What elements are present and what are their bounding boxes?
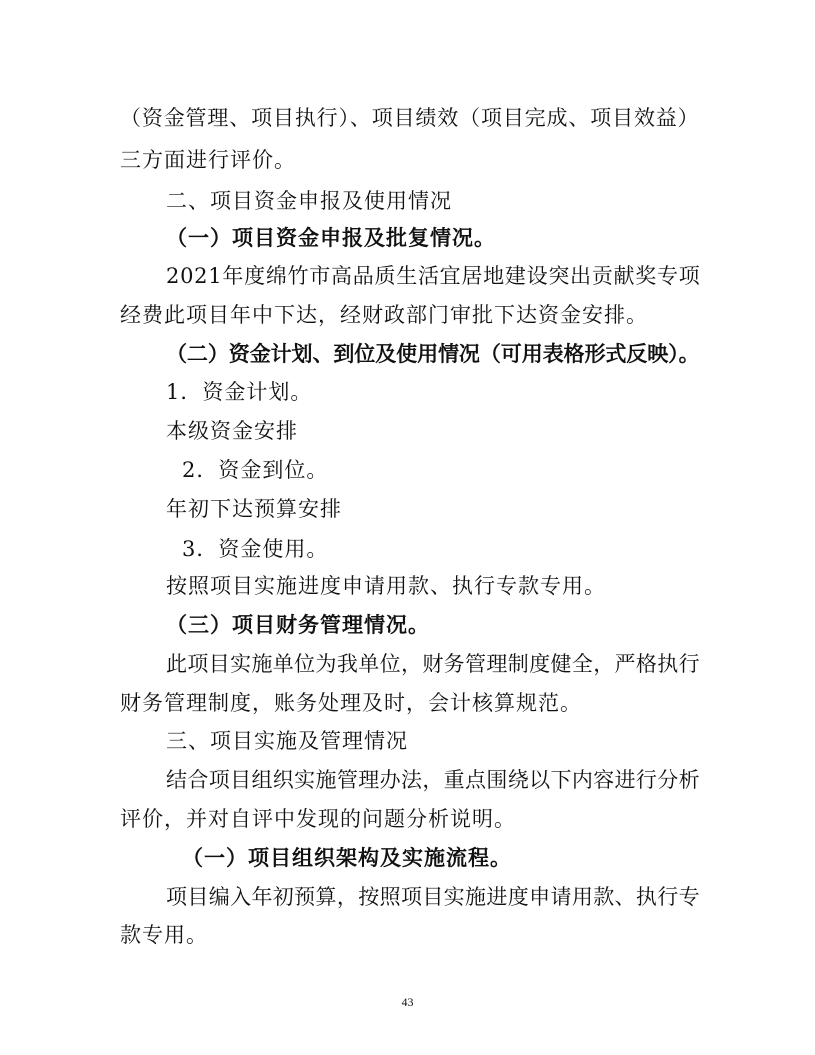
text-line: 本级资金安排 xyxy=(166,419,298,443)
section-heading: 三、项目实施及管理情况 xyxy=(166,729,408,753)
text-line: 三方面进行评价。 xyxy=(120,148,296,172)
text-line: 年初下达预算安排 xyxy=(166,497,342,521)
subsection-heading: （一）项目组织架构及实施流程。 xyxy=(182,846,512,870)
list-item: 1．资金计划。 xyxy=(166,380,313,404)
section-heading: 二、项目资金申报及使用情况 xyxy=(166,189,452,213)
subsection-heading: （一）项目资金申报及批复情况。 xyxy=(166,226,496,250)
list-item: 3．资金使用。 xyxy=(182,537,329,561)
text-line: 项目编入年初预算，按照项目实施进度申请用款、执行专 xyxy=(166,885,700,909)
text-line: 经费此项目年中下达，经财政部门审批下达资金安排。 xyxy=(120,303,648,327)
text-line: 按照项目实施进度申请用款、执行专款专用。 xyxy=(166,574,606,598)
subsection-heading: （二）资金计划、到位及使用情况（可用表格形式反映）。 xyxy=(166,342,700,366)
page-number: 43 xyxy=(401,995,414,1009)
text-line: 2021年度绵竹市高品质生活宜居地建设突出贡献奖专项 xyxy=(166,264,701,288)
text-line: 款专用。 xyxy=(120,923,208,947)
text-line: 财务管理制度，账务处理及时，会计核算规范。 xyxy=(120,691,582,715)
subsection-heading: （三）项目财务管理情况。 xyxy=(166,613,430,637)
text-line: 此项目实施单位为我单位，财务管理制度健全，严格执行 xyxy=(166,652,700,676)
text-line: 结合项目组织实施管理办法，重点围绕以下内容进行分析 xyxy=(166,768,700,792)
text-line: 评价，并对自评中发现的问题分析说明。 xyxy=(120,807,516,831)
text-line: （资金管理、项目执行）、项目绩效（项目完成、项目效益） xyxy=(120,106,700,130)
list-item: 2．资金到位。 xyxy=(182,458,329,482)
